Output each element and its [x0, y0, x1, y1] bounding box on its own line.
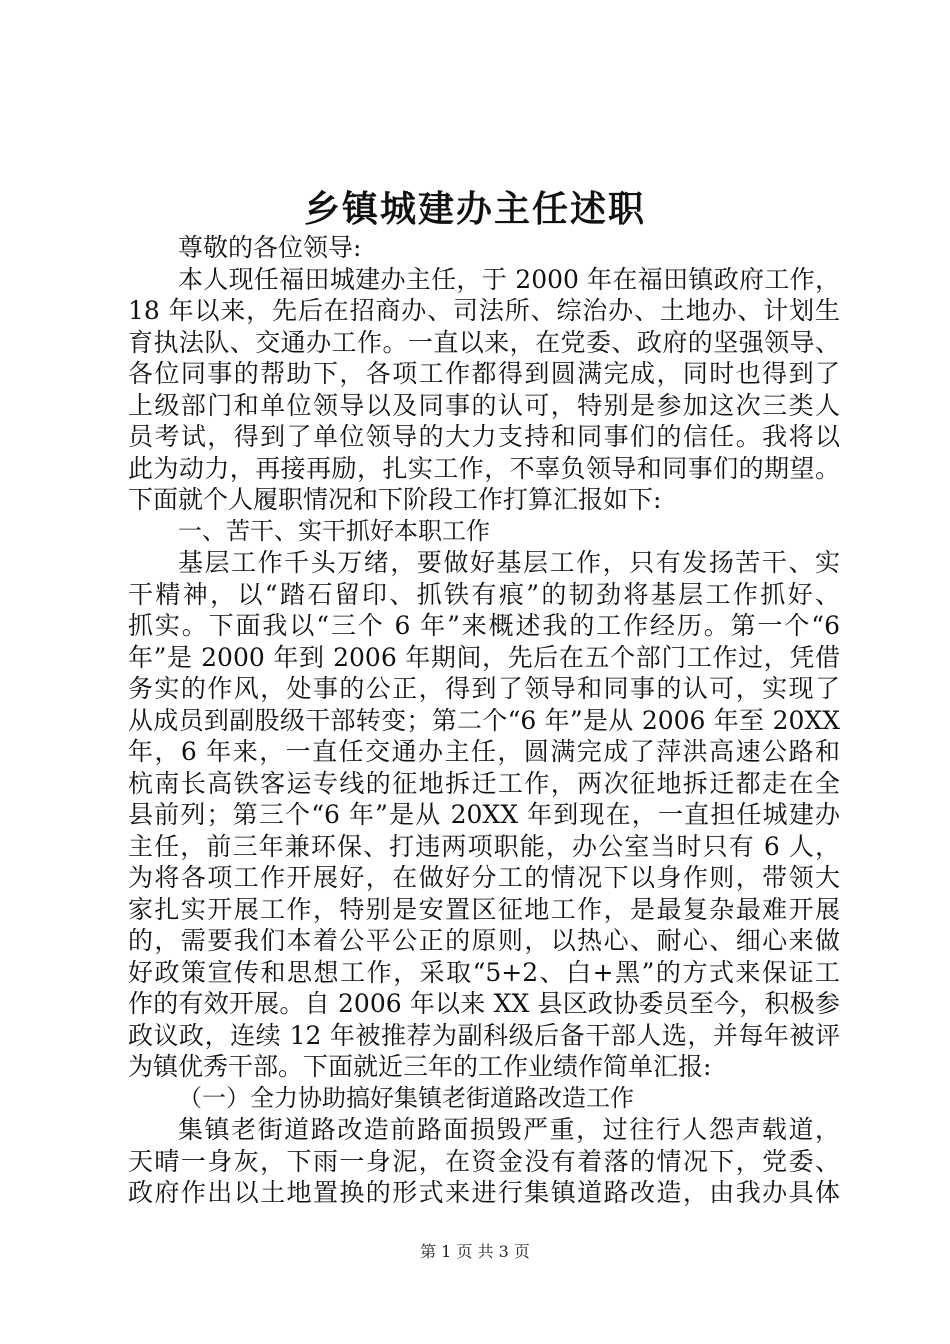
paragraph-line: 作的有效开展。自 2006 年以来 XX 县区政协委员至今，积极参: [128, 989, 840, 1018]
paragraph-line: 政议政，连续 12 年被推荐为副科级后备干部人选，并每年被评: [128, 1020, 840, 1050]
section-heading: （一）全力协助搞好集镇老街道路改造工作: [178, 1083, 634, 1112]
paragraph-line: 年，6 年来，一直任交通办主任，圆满完成了萍洪高速公路和: [128, 737, 840, 766]
section-heading: 一、苦干、实干抓好本职工作: [178, 516, 490, 545]
document-title: 乡镇城建办主任述职: [303, 189, 646, 230]
page-footer: 第 1 页 共 3 页: [420, 1242, 530, 1261]
paragraph-line: 育执法队、交通办工作。一直以来，在党委、政府的坚强领导、: [128, 327, 840, 357]
paragraph-line: 的，需要我们本着公平公正的原则，以热心、耐心、细心来做: [128, 926, 840, 955]
paragraph-line: 下面就个人履职情况和下阶段工作打算汇报如下:: [128, 485, 662, 514]
paragraph-line: 18 年以来，先后在招商办、司法所、综治办、土地办、计划生: [128, 296, 840, 325]
paragraph-line: 政府作出以土地置换的形式来进行集镇道路改造，由我办具体: [128, 1178, 840, 1207]
paragraph-line: 年”是 2000 年到 2006 年期间，先后在五个部门工作过，凭借: [128, 642, 840, 672]
document-body: [128, 232, 840, 1209]
paragraph-line: 基层工作千头万绪，要做好基层工作，只有发扬苦干、实: [178, 548, 840, 577]
paragraph-line: 天晴一身灰，下雨一身泥，在资金没有着落的情况下，党委、: [128, 1146, 840, 1176]
paragraph-line: 主任，前三年兼环保、打违两项职能，办公室当时只有 6 人，: [128, 831, 840, 861]
paragraph-line: 务实的作风，处事的公正，得到了领导和同事的认可，实现了: [128, 674, 840, 703]
paragraph-line: 此为动力，再接再励，扎实工作，不辜负领导和同事们的期望。: [128, 453, 840, 483]
paragraph-line: 为镇优秀干部。下面就近三年的工作业绩作简单汇报:: [128, 1052, 712, 1081]
paragraph-line: 家扎实开展工作，特别是安置区征地工作，是最复杂最难开展: [128, 894, 840, 924]
paragraph-line: 好政策宣传和思想工作，采取“5+2、白+黑”的方式来保证工: [128, 957, 840, 987]
paragraph-line: 干精神，以“踏石留印、抓铁有痕”的韧劲将基层工作抓好、: [128, 579, 840, 609]
paragraph-line: 为将各项工作开展好，在做好分工的情况下以身作则，带领大: [128, 863, 840, 892]
paragraph-line: 集镇老街道路改造前路面损毁严重，过往行人怨声载道，: [178, 1115, 840, 1144]
paragraph-line: 杭南长高铁客运专线的征地拆迁工作，两次征地拆迁都走在全: [128, 768, 840, 798]
paragraph-line: 抓实。下面我以“三个 6 年”来概述我的工作经历。第一个“6: [128, 611, 840, 640]
paragraph-line: 本人现任福田城建办主任，于 2000 年在福田镇政府工作，: [178, 264, 840, 294]
paragraph-line: 员考试，得到了单位领导的大力支持和同事们的信任。我将以: [128, 422, 840, 451]
paragraph-line: 上级部门和单位领导以及同事的认可，特别是参加这次三类人: [128, 390, 840, 420]
paragraph-line: 各位同事的帮助下，各项工作都得到圆满完成，同时也得到了: [128, 359, 840, 388]
paragraph-line: 尊敬的各位领导:: [178, 233, 362, 262]
paragraph-line: 县前列；第三个“6 年”是从 20XX 年到现在，一直担任城建办: [128, 800, 840, 829]
paragraph-line: 从成员到副股级干部转变；第二个“6 年”是从 2006 年至 20XX: [128, 705, 840, 735]
